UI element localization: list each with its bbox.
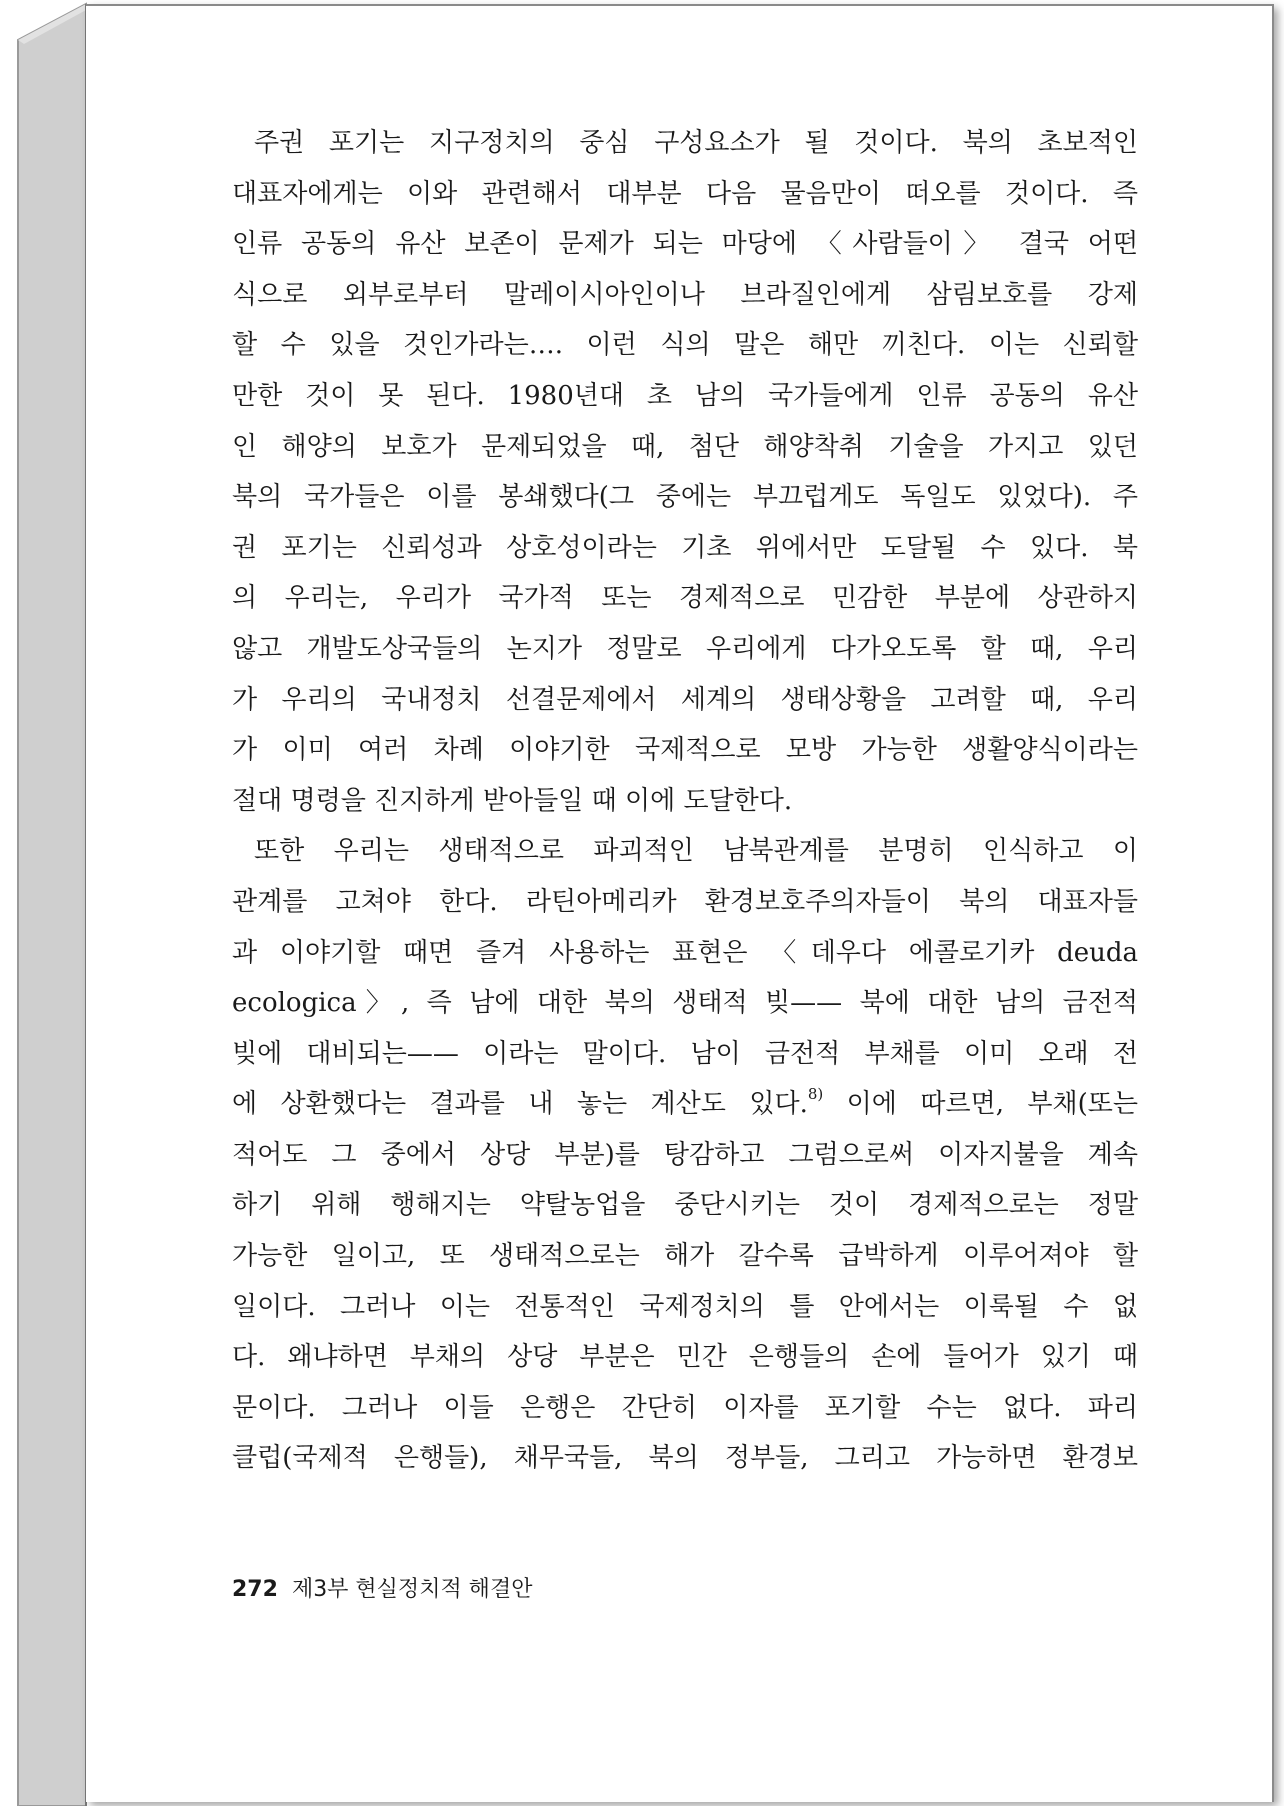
page-number: 272 [232, 1577, 278, 1602]
text-line: 대표자에게는 이와 관련해서 대부분 다음 물음만이 떠오를 것이다. 즉 [232, 178, 1138, 209]
page-footer [232, 1572, 532, 1603]
text-line: 문이다. 그러나 이들 은행은 간단히 이자를 포기할 수는 없다. 파리 [232, 1392, 1138, 1423]
text-line: 식으로 외부로부터 말레이시아인이나 브라질인에게 삼림보호를 강제 [232, 279, 1138, 310]
text-line: 할 수 있을 것인가라는…. 이런 식의 말은 해만 끼친다. 이는 신뢰할 [232, 330, 1138, 361]
text-line: 클럽(국제적 은행들), 채무국들, 북의 정부들, 그리고 가능하면 환경보 [232, 1443, 1138, 1474]
footnote-marker[interactable]: 8) [807, 1084, 824, 1103]
text-line: 적어도 그 중에서 상당 부분)를 탕감하고 그럼으로써 이자지불을 계속 [232, 1139, 1138, 1170]
text-line: ecologica〉, 즉 남에 대한 북의 생태적 빚—— 북에 대한 남의 금전적 [232, 988, 1138, 1019]
text-line: 관계를 고쳐야 한다. 라틴아메리카 환경보호주의자들이 북의 대표자들 [232, 886, 1138, 917]
footnote-line [232, 1079, 1138, 1130]
text-line: 절대 명령을 진지하게 받아들일 때 이에 도달한다. [232, 785, 793, 816]
text-line: 인류 공동의 유산 보존이 문제가 되는 마당에 〈사람들이〉 결국 어떤 [232, 229, 1138, 260]
text-line: 일이다. 그러나 이는 전통적인 국제정치의 틀 안에서는 이룩될 수 없 [232, 1291, 1138, 1322]
text-line: 가 이미 여러 차례 이야기한 국제적으로 모방 가능한 생활양식이라는 [232, 735, 1138, 766]
text-line: 가능한 일이고, 또 생태적으로는 해가 갈수록 급박하게 이루어져야 할 [232, 1241, 1138, 1272]
footnote-line-before: 에 상환했다는 결과를 내 놓는 계산도 있다. [232, 1089, 808, 1120]
footnote-line-after: 이에 따르면, 부채(또는 [823, 1089, 1139, 1120]
chapter-title: 제3부 현실정치적 해결안 [291, 1577, 533, 1602]
text-line: 만한 것이 못 된다. 1980년대 초 남의 국가들에게 인류 공동의 유산 [232, 380, 1138, 411]
text-line: 하기 위해 행해지는 약탈농업을 중단시키는 것이 경제적으로는 정말 [232, 1190, 1138, 1221]
text-line: 과 이야기할 때면 즐겨 사용하는 표현은 〈데우다 에콜로기카 deuda [232, 937, 1138, 968]
text-line: 주권 포기는 지구정치의 중심 구성요소가 될 것이다. 북의 초보적인 [254, 128, 1138, 158]
text-line: 북의 국가들은 이를 봉쇄했다(그 중에는 부끄럽게도 독일도 있었다). 주 [232, 482, 1138, 513]
text-line: 다. 왜냐하면 부채의 상당 부분은 민간 은행들의 손에 들어가 있기 때 [232, 1342, 1138, 1373]
text-line: 인 해양의 보호가 문제되었을 때, 첨단 해양착취 기술을 가지고 있던 [232, 431, 1138, 462]
text-line: 또한 우리는 생태적으로 파괴적인 남북관계를 분명히 인식하고 이 [254, 836, 1138, 867]
body-text [232, 118, 1138, 1484]
text-line: 권 포기는 신뢰성과 상호성이라는 기초 위에서만 도달될 수 있다. 북 [232, 532, 1138, 563]
text-line: 빚에 대비되는—— 이라는 말이다. 남이 금전적 부채를 이미 오래 전 [232, 1038, 1138, 1069]
text-line: 가 우리의 국내정치 선결문제에서 세계의 생태상황을 고려할 때, 우리 [232, 684, 1138, 715]
text-line: 의 우리는, 우리가 국가적 또는 경제적으로 민감한 부분에 상관하지 [232, 583, 1138, 614]
text-line: 않고 개발도상국들의 논지가 정말로 우리에게 다가오도록 할 때, 우리 [232, 633, 1138, 664]
